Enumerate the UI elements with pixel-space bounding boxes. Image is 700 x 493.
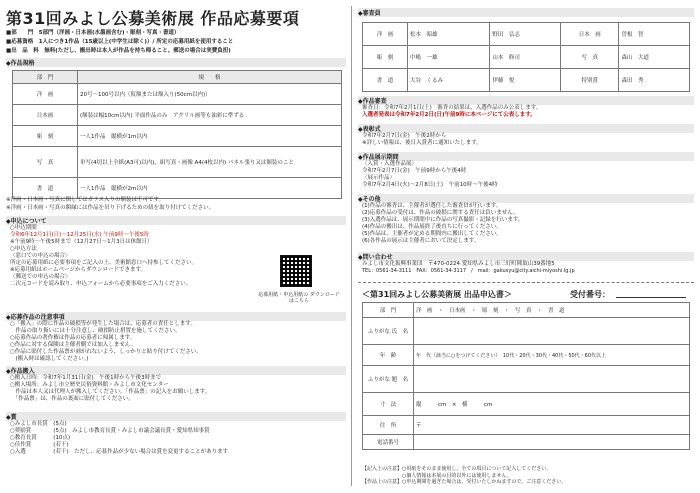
work-title-field[interactable] <box>414 366 690 393</box>
section-title-ceremony: ◆表彰式 <box>358 124 694 133</box>
size-note-2: ※洋画・日本画・写真の額縁には作品を吊り下げるための紐を取り付けてください。 <box>6 205 215 211</box>
qr-code[interactable] <box>280 255 312 287</box>
form-row-name: ふりがな 氏 名 <box>363 318 690 345</box>
age-field[interactable]: 年 代（該当に○をつけてください） 10代・20代・30代・40代・50代・60代以上 <box>414 345 690 366</box>
page-title: 第31回みよし公募美術展 作品応募要項 <box>6 9 300 28</box>
table-row: 写 真 単写(4切以上全紙(A3可)以内)、組写真・画像 A4(4枚以内) パネル張り又は額装のこと <box>13 147 342 178</box>
table-row: 書 道 大谷 くるみ 伊藤 悦 特別賞 森田 秀 <box>363 69 690 92</box>
section-title-delivery: ◆作品搬入 <box>6 366 346 375</box>
table-row: 洋 画 20号〜100号以内（仮額または額入り(50cm以内)） <box>13 84 342 105</box>
form-row-work-title: ふりがな 題 名 <box>363 366 690 393</box>
size-table-header-cat: 部 門 <box>13 71 78 84</box>
apply-text: ○申込期間 令和6年12月1日(日)〜12月25日(水) 午前9時〜午後5時 ※午前9時〜午後5時まで（12月27日〜1月3日は休館日） ○申込方法 〈窓口での申込の場合〉 所定の応募用紙に必要事項をご記入の上、美術館窓口へ持参してください。 ※応募用紙はホームページからダウンロードできます。 〈郵送での申込の場合〉 二次元コードを読み取り、申込フォームから必要事項をご入力ください。 <box>10 225 198 287</box>
table-row: 書 道 一人1作品 縦横が2m以内 <box>13 178 342 199</box>
cut-line <box>358 282 694 283</box>
other-text: (1)作品の審査は、主催者が選任した審査員が行います。 (2)応募作品の受付は、作品の破損に関する責任は負いません。 (3)入選作品は、展示期間中に作品の写真撮影・記録を行います。 (4)作品の搬出は、作品展終了後直ちに行ってください。 (5)作品は、主催者が定める期間内に搬出してください。 (6)各作品の展示は主催者において決定します。 <box>362 203 524 244</box>
size-note-1: ※洋画・日本画・写真に関してはガラス入りの額装は不可です。 <box>6 197 165 203</box>
notice-text: ○「搬入」の際に作品の破損等が発生した場合は、応募者の責任とします。 作品の取り扱いには十分注意し、破損防止措置を施してください。 ○応募作品の著作権は作品の応募者に帰属します。 ○作品に対する保険は主催者側では加入しません。 ○作品に貼付した作品票が剥がれないよう、しっかりと貼り付けてください。 (搬入時は確認してください。) <box>10 321 202 362</box>
receipt-number-label: 受付番号： <box>570 290 610 299</box>
basic-info-2: ■応募資格 1人につき1作品（15歳以上(中学生は除く)）/ 所定の応募用紙を使用すること <box>6 39 234 45</box>
form-row-size: 寸 法 縦 cm × 横 cm <box>363 393 690 416</box>
section-title-prize: ◆賞 <box>6 412 346 421</box>
section-title-size: ◆作品規格 <box>6 58 346 67</box>
section-title-exhibit: ◆作品展示期間 <box>358 152 694 161</box>
section-title-judges: ◆審査員 <box>358 8 694 17</box>
size-table-header-spec: 規 格 <box>78 71 342 84</box>
column-divider <box>351 6 352 486</box>
category-field[interactable]: 洋 画 ・ 日本画 ・ 彫 刻 ・ 写 真 ・ 書 道 <box>414 303 690 318</box>
form-notes: 【記入上の注意】○用紙をそのまま使用し、全ての項目について記入してください。 ○個人情報は本展の目的以外には使用しません。 【作品上の注意】○申込期間を過ぎた場合は、受付いたしかねますので、ご注意ください。 <box>362 466 567 485</box>
prize-text: ○みよし市長賞 (5点) ○奨励賞 (5点) みよし市教育長賞・みよし市議会議長賞・愛知県知事賞 ○教育長賞 (10点) ○佳作賞 (若干) ○入選 (若干) ただし、応募作品が少ない場合は賞を変更することがあります <box>10 421 229 455</box>
table-row: 彫 刻 一人1作品 縦横が1m以内 <box>13 126 342 147</box>
table-row: 彫 刻 中嶋 一雄 山本 修司 写 真 森山 大道 <box>363 46 690 69</box>
application-form-table <box>362 302 690 450</box>
qr-caption: 応募用紙・申込用紙の ダウンロードはこちら <box>258 292 340 304</box>
judges-table <box>362 22 690 92</box>
form-row-category: 部 門 洋 画 ・ 日本画 ・ 彫 刻 ・ 写 真 ・ 書 道 <box>363 303 690 318</box>
table-row: 日本画 (額装は幅10cm以内) 平面作品のみ アクリル画等も油彩に準ずる <box>13 105 342 126</box>
receipt-number-field[interactable] <box>616 297 686 298</box>
form-row-age: 年 齢 年 代（該当に○をつけてください） 10代・20代・30代・40代・50代・60代以上 <box>363 345 690 366</box>
section-title-contact: ◆問い合わせ <box>358 252 694 261</box>
ceremony-text: 令和7年2月7日(金) 午後2時から ※詳しい情報は、後日入賞者に通知いたします。 <box>362 133 482 146</box>
exhibit-text: 〈入賞・入選作品展〉 令和7年2月7日(金) 午前9時から午後4時 〈展示作品〉 令和7年2月4日(火)〜2月8日(土) 午前10時〜午後4時 <box>362 161 498 188</box>
address-field[interactable]: 〒 <box>414 416 690 435</box>
phone-field[interactable] <box>414 435 690 450</box>
table-row: 洋 画 松本 昭雄 野田 弘志 日本 画 曽根 智 <box>363 23 690 46</box>
form-title: ＜第31回みよし公募美術展 出品申込書＞ <box>362 290 512 299</box>
form-row-phone: 電話番号 <box>363 435 690 450</box>
section-title-notice: ◆応募作品の注意事項 <box>6 312 346 321</box>
size-table <box>12 70 342 199</box>
award-text: 審査日：令和7年2月1日(土) 審査の結果は、入選作品のみ公表します。 入選者発表は令和7年2月2日(日)午前9時に本ページにて公表します。 <box>362 105 542 118</box>
size-field[interactable]: 縦 cm × 横 cm <box>414 393 690 416</box>
form-row-address: 住 所 〒 <box>363 416 690 435</box>
section-title-other: ◆その他 <box>358 194 694 203</box>
name-field[interactable] <box>414 318 690 345</box>
basic-info-1: ■部 門 5部門（洋画・日本画(水墨画含む)・彫刻・写真・書道） <box>6 30 180 36</box>
basic-info-3: ■出 品 料 無料(ただし、搬出時は本人が作品を持ち帰ること。郵送の場合は実費負担) <box>6 48 231 54</box>
section-title-award: ◆作品審査 <box>358 96 694 105</box>
contact-text: みよし市文化振興事業団 〒470-0224 愛知県みよし市三好町陣取山39番地5 TEL：0561-34-3111 FAX：0561-34-3117 / mail：gakusyu@city.aichi-miyoshi.lg.jp <box>362 261 575 274</box>
delivery-text: ○搬入日時：令和7年1月31日(金) 午後1時から午後3時まで ○搬入場所：みよし市立歴史民俗資料館・みよし市文化センター 作品は本人又は代理人が搬入してください。「作品票」の記入をお願いします。 「作品票」は、作品の裏面に貼付してください。 <box>10 375 211 402</box>
section-title-apply: ◆申込について <box>6 216 346 225</box>
